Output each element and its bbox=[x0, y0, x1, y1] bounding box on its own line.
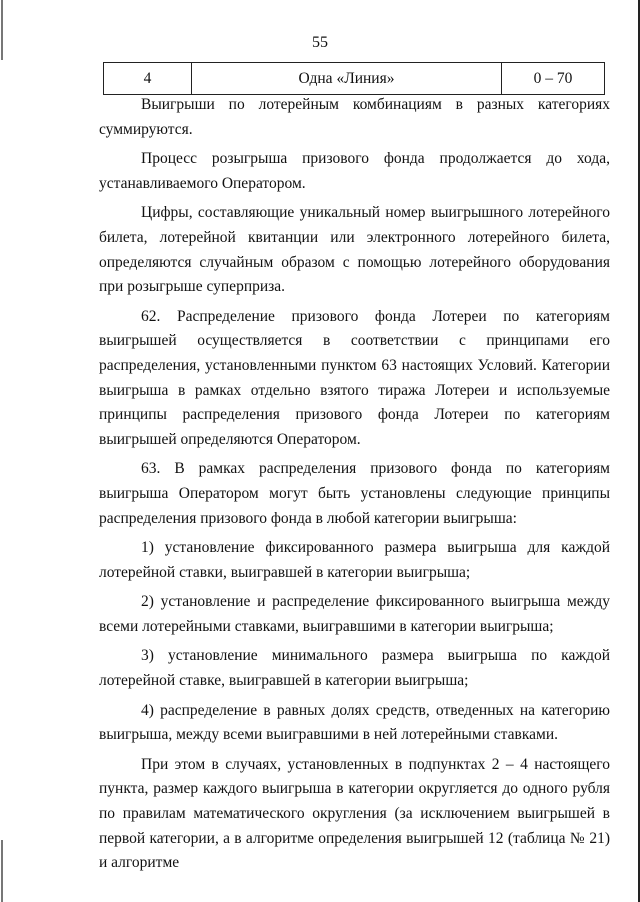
list-item-2: 2) установление и распределение фиксированного выигрыша между всеми лотерейными ставками, выигравшими в категории выигрыша; bbox=[99, 593, 610, 635]
table-cell-number: 4 bbox=[143, 69, 152, 87]
document-body bbox=[99, 93, 610, 876]
scan-edge-mark bbox=[1, 840, 3, 902]
paragraph-clause-63: 63. В рамках распределения призового фонда по категориям выигрыша Оператором могут быть установлены следующие принципы распределения призового фонда в любой категории выигрыша: bbox=[99, 460, 610, 527]
table-row bbox=[103, 62, 605, 95]
table-cell-share: 0 – 70 bbox=[501, 63, 604, 94]
scan-edge-mark bbox=[1, 0, 3, 60]
paragraph-winnings-summed: Выигрыши по лотерейным комбинациям в разных категориях суммируются. bbox=[99, 96, 610, 138]
page-number: 55 bbox=[312, 34, 328, 51]
list-item-4: 4) распределение в равных долях средств, отведенных на категорию выигрыша, между всеми выигравшими в ней лотерейными ставками. bbox=[99, 701, 610, 744]
paragraph-draw-process: Процесс розыгрыша призового фонда продолжается до хода, устанавливаемого Оператором. bbox=[99, 150, 610, 192]
paragraph-unique-number: Цифры, составляющие уникальный номер выигрышного лотерейного билета, лотерейной квитанции или электронного лотерейного билета, определяются случайным образом с помощью лотерейного оборудования при розыгрыше суперприза. bbox=[99, 204, 610, 296]
paragraph-clause-62: 62. Распределение призового фонда Лотереи по категориям выигрышей осуществляется в соответствии с принципами его распределения, установленными пунктом 63 настоящих Условий. Категории выигрыша в рамках отдельно взятого тиража Лотереи и используемые принципы распределения призового фонда Лотереи по категориям выигрышей определяются Оператором. bbox=[99, 307, 610, 448]
list-item-3: 3) установление минимального размера выигрыша по каждой лотерейной ставке, выигравшей в категории выигрыша; bbox=[99, 647, 610, 690]
list-item-1: 1) установление фиксированного размера выигрыша для каждой лотерейной ставки, выигравшей в категории выигрыша; bbox=[99, 539, 610, 581]
table-cell-combination: Одна «Линия» bbox=[191, 63, 501, 94]
paragraph-rounding: При этом в случаях, установленных в подпунктах 2 – 4 настоящего пункта, размер каждого выигрыша в категории округляется до одного рубля по правилам математического округления (за исключением выигрышей в первой категории, а в алгоритме определения выигрышей 12 (таблица № 21) и алгоритме bbox=[99, 755, 610, 872]
